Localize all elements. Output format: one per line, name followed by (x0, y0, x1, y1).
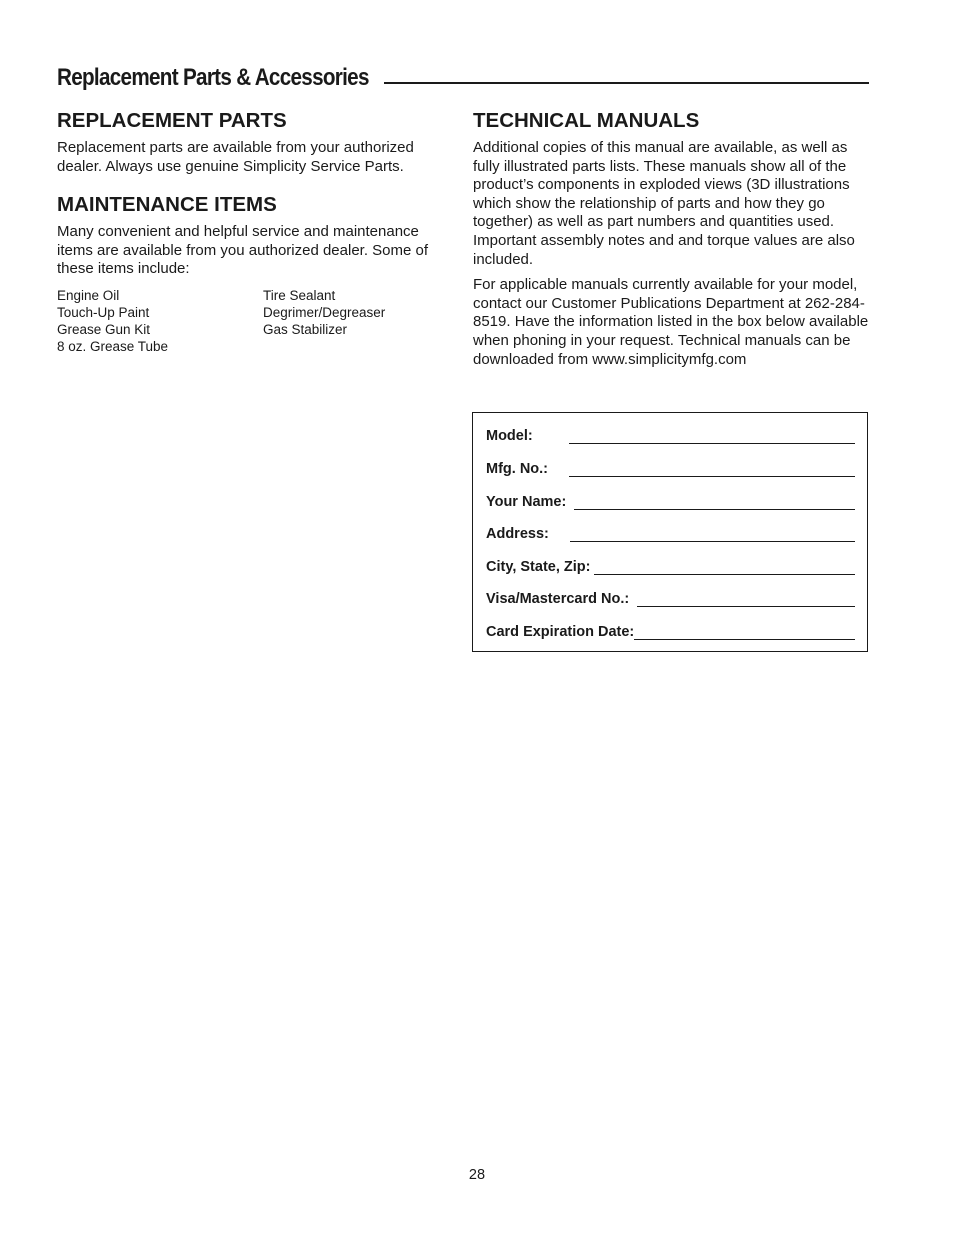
list-item: Gas Stabilizer (263, 321, 348, 337)
model-line[interactable] (569, 443, 855, 444)
card-number-line[interactable] (637, 606, 855, 607)
maintenance-items-body: Many convenient and helpful service and maintenance items are available from you authorized dealer. Some of these items include: (57, 223, 429, 278)
field-label: City, State, Zip: (486, 559, 591, 575)
page-number: 28 (468, 1167, 486, 1183)
field-label: Model: (486, 428, 533, 444)
list-item: Engine Oil (57, 287, 120, 303)
mfg-no-field (486, 456, 855, 478)
field-label: Your Name: (486, 494, 567, 510)
model-field (486, 423, 855, 445)
page-title: Replacement Parts & Accessories (57, 64, 369, 91)
title-rule (384, 82, 869, 84)
address-field (486, 521, 855, 543)
card-expiration-line[interactable] (634, 639, 855, 640)
left-column (57, 108, 452, 355)
technical-manuals-contact: For applicable manuals currently available for your model, contact our Customer Publications Department at 262-284-8519. Have the information listed in the box below available when phoning in your request. Technical manuals can be downloaded from www.simplicitymfg.com (473, 276, 869, 368)
your-name-field (486, 489, 855, 511)
mfg-no-line[interactable] (569, 476, 855, 477)
list-item: Grease Gun Kit (57, 321, 151, 337)
maintenance-items-heading: MAINTENANCE ITEMS (57, 193, 277, 217)
field-label: Card Expiration Date: (486, 624, 635, 640)
list-item: Tire Sealant (263, 287, 336, 303)
card-expiration-field (486, 619, 855, 641)
info-box (472, 412, 868, 652)
list-item: Touch-Up Paint (57, 304, 150, 320)
replacement-parts-body: Replacement parts are available from your authorized dealer. Always use genuine Simplicity Service Parts. (57, 139, 414, 175)
field-label: Mfg. No.: (486, 461, 549, 477)
field-label: Visa/Mastercard No.: (486, 591, 630, 607)
address-line[interactable] (570, 541, 855, 542)
technical-manuals-heading: TECHNICAL MANUALS (473, 109, 700, 132)
list-item: 8 oz. Grease Tube (57, 338, 169, 354)
your-name-line[interactable] (574, 509, 855, 510)
maintenance-items-list (57, 287, 452, 355)
city-state-zip-line[interactable] (594, 574, 855, 575)
list-item: Degrimer/Degreaser (263, 304, 386, 320)
page-title-row (57, 58, 869, 92)
field-label: Address: (486, 526, 549, 542)
card-number-field (486, 586, 855, 608)
replacement-parts-heading: REPLACEMENT PARTS (57, 109, 287, 132)
city-state-zip-field (486, 554, 855, 576)
technical-manuals-body: Additional copies of this manual are available, as well as fully illustrated parts lists. These manuals show all of the product’s components in exploded views (3D illustrations which show the relationship of parts and how they go together) as well as part numbers and quantities used. Important assembly notes and and torque values are also included. (473, 139, 855, 268)
right-column (473, 108, 870, 369)
